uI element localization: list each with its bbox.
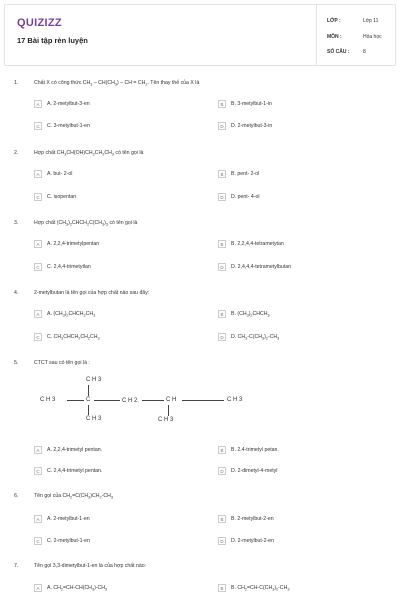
option-c[interactable] [34,537,90,545]
option-text: A. 2-metylbut-3-en [47,101,90,107]
quizizz-logo: QUIZIZZ [17,17,62,29]
option-text: A. 2,2,4-trimetyl pentan. [47,447,103,453]
option-letter-box: A [34,100,42,108]
option-text: D. $CH_3-C(CH_3)_2-CH_3$ [231,333,280,341]
option-b[interactable] [218,170,259,178]
option-letter-box: B [218,584,226,592]
question-number: 1. [14,80,19,86]
formula-group: C H 3 [86,416,102,422]
option-text: A. 2-metylbut-1-en [47,516,90,522]
option-b[interactable] [218,515,274,523]
formula-group: C H 3 [40,397,56,403]
option-c[interactable] [34,467,102,475]
question-text: Chất X có công thức $CH_3 - CH(CH_3)$ – CH = $CH_2$. Tên thay thế của X là [34,80,200,87]
formula-group: C H 3 [227,397,243,403]
meta-count-label: SỐ CÂU : [327,49,350,55]
question-number: 5. [14,360,19,366]
question-number: 6. [14,493,19,499]
bond-line [88,405,89,415]
option-letter-box: D [218,193,226,201]
option-b[interactable] [218,100,272,108]
bond-line [88,385,89,396]
option-letter-box: A [34,515,42,523]
bond-line [168,405,169,416]
option-d[interactable] [218,122,272,130]
meta-class-row [327,18,378,24]
option-d[interactable] [218,467,277,475]
formula-group: C H 2 [122,398,138,404]
option-text: C. isopentan [47,194,77,200]
option-text: C. 2,4,4-trimetytlan [47,264,91,270]
option-text: A. 2,2,4-trimetylpentan [47,241,100,247]
question-text: Tên gọi 3,3-dimetylbut-1-en là của hợp chất nào: [34,563,147,569]
option-a[interactable] [34,170,72,178]
option-text: A. $(CH_3)_2CHCH_2CH_3$ [47,310,96,318]
option-text: C. 2,4,4-trimetyl pentan. [47,468,103,474]
worksheet-meta [316,4,396,66]
formula-group: C H [166,397,177,403]
option-c[interactable] [34,193,76,201]
meta-count-value: 8 [363,49,366,55]
option-letter-box: C [34,193,42,201]
meta-class-value: Lớp 11 [363,18,379,24]
meta-subject-value: Hóa học [363,34,382,40]
option-text: D. pent- 4-ol [231,194,260,200]
option-a[interactable] [34,515,90,523]
option-text: D. 2-metylbut-3-in [231,123,273,129]
question-number: 2. [14,150,19,156]
option-text: C. 3-metylbut-1-en [47,123,90,129]
option-c[interactable] [34,122,90,130]
option-d[interactable] [218,537,274,545]
bond-line [94,400,120,401]
option-text: B. $(CH_3)_2CHCH_3$ [231,310,270,318]
option-a[interactable] [34,240,99,248]
option-letter-box: A [34,310,42,318]
option-text: C. $CH_3CHCH_2CH_2CH_3$ [47,333,100,341]
option-letter-box: A [34,446,42,454]
option-d[interactable] [218,263,291,271]
option-b[interactable] [218,240,284,248]
option-text: D. 2,4,4,4-tetrametylbutan [231,264,291,270]
option-text: B. 2-metylbut-2-en [231,516,274,522]
option-c[interactable] [34,333,100,341]
option-d[interactable] [218,333,279,341]
option-letter-box: B [218,240,226,248]
option-text: B. pent- 2-ol [231,171,260,177]
option-letter-box: B [218,515,226,523]
formula-group: C H 3 [86,377,102,383]
bond-line [182,400,224,401]
option-letter-box: A [34,240,42,248]
meta-subject-label: MÔN : [327,34,342,40]
option-b[interactable] [218,584,290,592]
option-text: B. 2,2,4,4-tetrametytan [231,241,284,247]
option-letter-box: A [34,170,42,178]
option-text: D. 2-dimetyl-4-metyl [231,468,278,474]
formula-group: C [86,397,91,403]
option-letter-box: A [34,584,42,592]
option-d[interactable] [218,193,260,201]
meta-subject-row [327,34,382,40]
question-text: CTCT sau có tên gọi là : [34,360,90,366]
option-letter-box: D [218,467,226,475]
option-letter-box: D [218,122,226,130]
option-a[interactable] [34,446,102,454]
option-a[interactable] [34,310,95,318]
question-text: Tên gọi của $CH_2=C(CH_3)CH_2-CH_3$ [34,493,114,500]
question-text: Hợp chất $CH_3CH(OH)CH_2CH_2CH_3$ có tên gọi là [34,150,144,157]
option-c[interactable] [34,263,91,271]
option-b[interactable] [218,446,279,454]
question-number: 7. [14,563,19,569]
option-letter-box: B [218,310,226,318]
question-text: Hợp chất $(CH_3)_2CHCH_2C(CH_3)_3$ có tên gọi là [34,220,138,227]
option-letter-box: D [218,537,226,545]
worksheet-title: 17 Bài tập rèn luyện [17,36,88,45]
option-a[interactable] [34,100,90,108]
question-number: 4. [14,290,19,296]
option-letter-box: B [218,100,226,108]
meta-class-label: LỚP : [327,18,341,24]
option-letter-box: B [218,446,226,454]
option-text: B. 3-metylbut-1-in [231,101,272,107]
option-letter-box: C [34,467,42,475]
meta-count-row [327,49,366,55]
option-text: B. $CH_2=CH-C(CH_3)_2-CH_3$ [231,584,290,592]
option-text: D. 2-metylbut-2-en [231,538,274,544]
bond-line [142,400,164,401]
question-text: 2-metylbutan là tên gọi của hợp chất nào sau đây: [34,290,150,296]
option-letter-box: C [34,333,42,341]
option-letter-box: C [34,263,42,271]
option-text: B. 2,4-trimetyl petan. [231,447,279,453]
option-letter-box: D [218,263,226,271]
option-letter-box: B [218,170,226,178]
option-letter-box: C [34,122,42,130]
option-text: C. 2-metylbut-1-en [47,538,90,544]
option-b[interactable] [218,310,270,318]
bond-line [67,400,84,401]
formula-group: C H 3 [158,417,174,423]
option-letter-box: C [34,537,42,545]
option-a[interactable] [34,584,107,592]
option-text: A. but- 2-ol [47,171,73,177]
option-text: A. $CH_2=CH-CH(CH_3)-CH_3$ [47,584,108,592]
option-letter-box: D [218,333,226,341]
question-number: 3. [14,220,19,226]
